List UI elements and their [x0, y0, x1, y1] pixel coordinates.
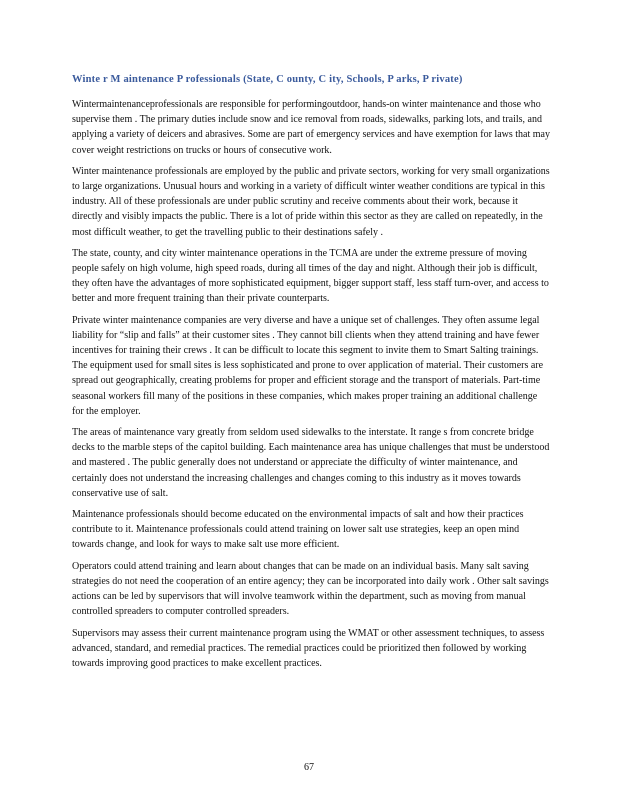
page-number: 67 [304, 762, 314, 773]
paragraph: The areas of maintenance vary greatly from seldom used sidewalks to the interstate. It range s from concrete bridge decks to the marble steps of the capitol building. Each maintenance area has unique challenges that must be understood and mastered . The public generally does not understand or appreciate the difficulty of winter maintenance, and certainly does not understand the increasing challenges and changes coming to this industry as it moves towards conservative use of salt. [72, 427, 550, 499]
paragraph: Private winter maintenance companies are very diverse and have a unique set of challenges. They often assume legal liability for “slip and falls” at their customer sites . They cannot bill clients when they attend training and have fewer incentives for training their crews . It can be difficult to locate this segment to invite them to Smart Salting trainings. The equipment used for small sites is less sophisticated and prone to over application of material. Their customers are spread out geographically, creating problems for proper and efficient storage and the transport of materials. Part-time seasonal workers fill many of the positions in these companies, which makes proper training an additional challenge for the employer. [72, 314, 544, 417]
paragraph: The state, county, and city winter maintenance operations in the TCMA are under the extreme pressure of moving people safely on high volume, high speed roads, during all times of the day and night. Although their job is difficult, they often have the advantages of more sophisticated equipment, bigger support staff, less staff turn-over, and access to better and more frequent training than their private counterparts. [72, 247, 549, 305]
paragraph: Wintermaintenanceprofessionals are responsible for performingoutdoor, hands-on winter maintenance and those who supervise them . The primary duties include snow and ice removal from roads, sidewalks, parking lots, and trails, and applying a variety of deicers and abrasives. Some are part of emergency services and have exemption for laws that may cover weight restrictions on trucks or hours of consecutive work. [72, 99, 550, 156]
paragraph: Winter maintenance professionals are employed by the public and private sectors, working for very small organizations to large organizations. Unusual hours and working in a variety of difficult winter weather conditions are typical in this industry. All of these professionals are under public scrutiny and receive comments about their work, because it directly and visibly impacts the public. There is a lot of pride within this sector as they are called on repeatedly, in the most difficult weather, to get the travelling public to their destinations safely . [72, 165, 550, 238]
paragraph: Operators could attend training and learn about changes that can be made on an individual basis. Many salt saving strategies do not need the cooperation of an entire agency; they can be incorporated into daily work . Other salt savings actions can be led by supervisors that will involve teamwork within the department, such as moving from manual controlled spreaders to computer controlled spreaders. [72, 560, 549, 618]
section-heading: Winte r M aintenance P rofessionals (State, C ounty, C ity, Schools, P arks, P rivate) [72, 74, 463, 85]
paragraph: Maintenance professionals should become educated on the environmental impacts of salt and how their practices contribute to it. Maintenance professionals could attend training on lower salt use strategies, keep an open mind towards change, and look for ways to make salt use more efficient. [72, 509, 524, 551]
body-text [72, 97, 550, 677]
paragraph: Supervisors may assess their current maintenance program using the WMAT or other assessment techniques, to assess advanced, standard, and remedial practices. The remedial practices could be prioritized then followed by working towards improving good practices to make excellent practices. [72, 627, 545, 669]
